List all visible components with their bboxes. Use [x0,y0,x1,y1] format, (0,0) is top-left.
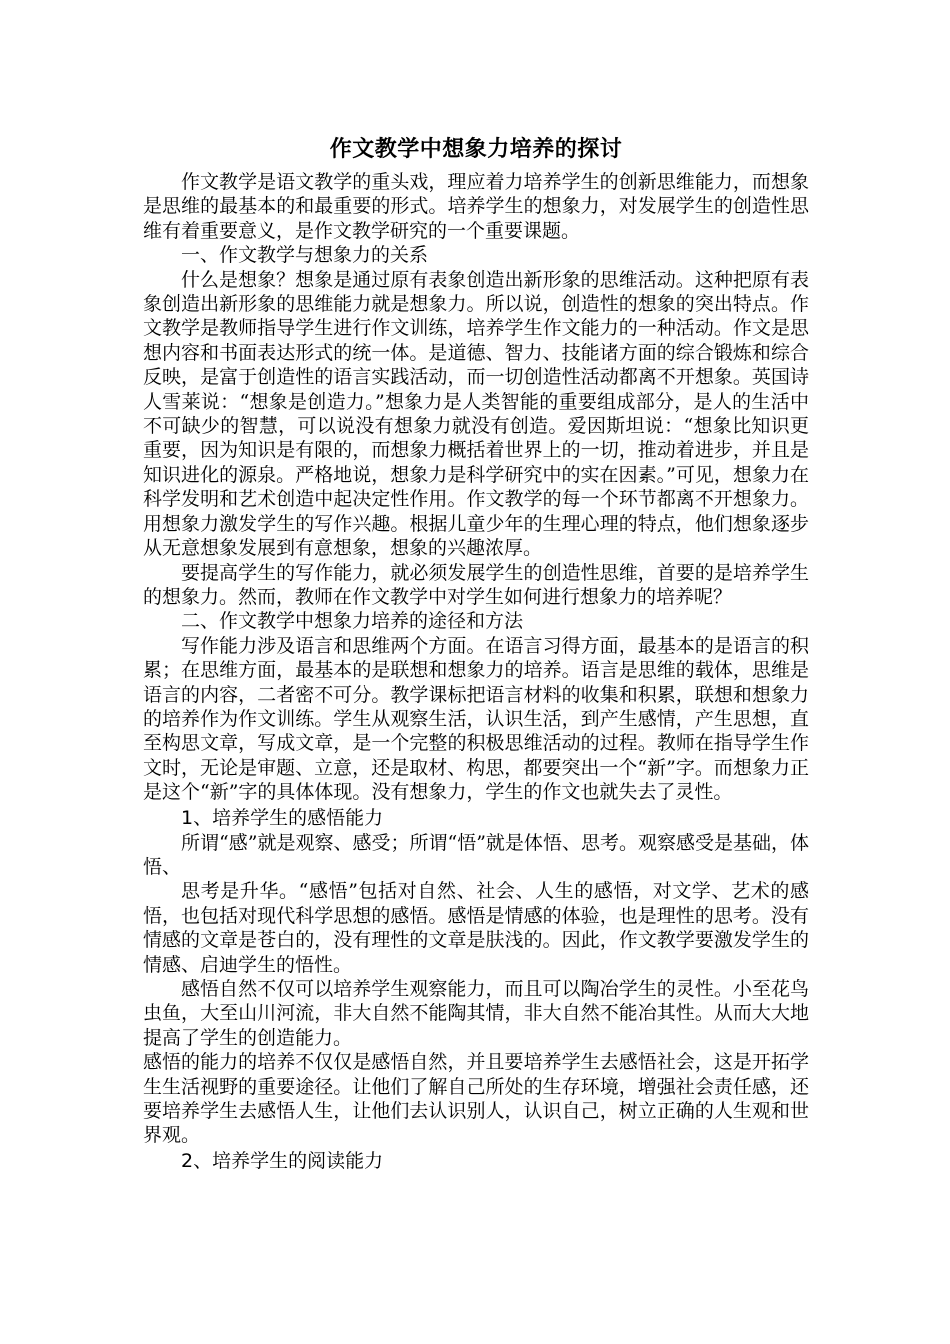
body-paragraph: 所谓“感”就是观察、感受；所谓“悟”就是体悟、思考。观察感受是基础，体悟、 [143,831,809,878]
intro-paragraph: 作文教学是语文教学的重头戏，理应着力培养学生的创新思维能力，而想象是思维的最基本的和最重要的形式。培养学生的想象力，对发展学生的创造性思维有着重要意义，是作文教学研究的一个重要课题。 [143,171,809,242]
section-heading-2: 二、作文教学中想象力培养的途径和方法 [181,610,524,633]
document-title: 作文教学中想象力培养的探讨 [329,137,623,162]
body-paragraph: 要提高学生的写作能力，就必须发展学生的创造性思维，首要的是培养学生的想象力。然而，教师在作文教学中对学生如何进行想象力的培养呢？ [143,561,809,608]
body-paragraph: 什么是想象？想象是通过原有表象创造出新形象的思维活动。这种把原有表象创造出新形象的思维能力就是想象力。所以说，创造性的想象的突出特点。作文教学是教师指导学生进行作文训练，培养学生作文能力的一种活动。作文是思想内容和书面表达形式的统一体。是道德、智力、技能诸方面的综合锻炼和综合反映，是富于创造性的语言实践活动，而一切创造性活动都离不开想象。英国诗人雪莱说：“想象是创造力。”想象力是人类智能的重要组成部分，是人的生活中不可缺少的智慧，可以说没有想象力就没有创造。爱因斯坦说：“想象比知识更重要，因为知识是有限的，而想象力概括着世界上的一切，推动着进步，并且是知识进化的源泉。严格地说，想象力是科学研究中的实在因素。”可见，想象力在科学发明和艺术创造中起决定性作用。作文教学的每一个环节都离不开想象力。用想象力激发学生的写作兴趣。根据儿童少年的生理心理的特点，他们想象逐步从无意想象发展到有意想象，想象的兴趣浓厚。 [143,268,809,560]
subsection-heading-2: 2、培养学生的阅读能力 [181,1149,384,1172]
body-paragraph: 思考是升华。“感悟”包括对自然、社会、人生的感悟，对文学、艺术的感悟，也包括对现代科学思想的感悟。感悟是情感的体验，也是理性的思考。没有情感的文章是苍白的，没有理性的文章是肤浅的。因此，作文教学要激发学生的情感、启迪学生的悟性。 [143,880,809,976]
body-paragraph: 感悟的能力的培养不仅仅是感悟自然，并且要培养学生去感悟社会，这是开拓学生生活视野的重要途径。让他们了解自己所处的生存环境，增强社会责任感，还要培养学生去感悟人生，让他们去认识别人，认识自己，树立正确的人生观和世界观。 [143,1051,809,1147]
document-page [143,134,809,1174]
body-paragraph: 写作能力涉及语言和思维两个方面。在语言习得方面，最基本的是语言的积累；在思维方面，最基本的是联想和想象力的培养。语言是思维的载体，思维是语言的内容，二者密不可分。教学课标把语言材料的收集和积累，联想和想象力的培养作为作文训练。学生从观察生活，认识生活，到产生感情，产生思想，直至构思文章，写成文章，是一个完整的积极思维活动的过程。教师在指导学生作文时，无论是审题、立意，还是取材、构思，都要突出一个“新”字。而想象力正是这个“新”字的具体体现。没有想象力，学生的作文也就失去了灵性。 [143,634,809,804]
section-heading-1: 一、作文教学与想象力的关系 [181,244,429,267]
body-paragraph: 感悟自然不仅可以培养学生观察能力，而且可以陶冶学生的灵性。小至花鸟虫鱼，大至山川河流，非大自然不能陶其情，非大自然不能冶其性。从而大大地提高了学生的创造能力。 [143,978,809,1049]
subsection-heading-1: 1、培养学生的感悟能力 [181,806,384,829]
